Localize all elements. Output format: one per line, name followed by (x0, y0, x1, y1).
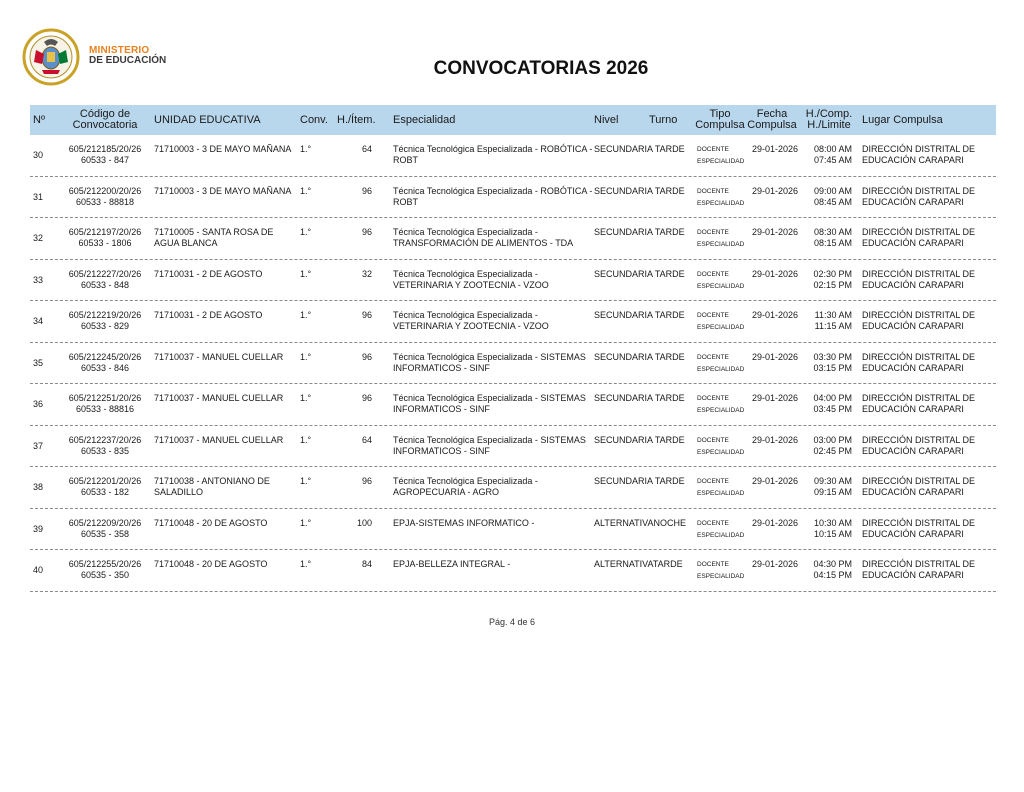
cell-lugar: DIRECCIÓN DISTRITAL DE EDUCACIÓN CARAPARI (862, 144, 976, 165)
cell-num: 40 (33, 565, 44, 575)
col-especialidad: Especialidad (393, 113, 456, 126)
cell-unit: 71710038 - ANTONIANO DE SALADILLO (154, 476, 270, 497)
cell-lugar: DIRECCIÓN DISTRITAL DE EDUCACIÓN CARAPARI (862, 476, 976, 497)
cell-nivel: SECUNDARIA TARDE (594, 268, 685, 279)
cell-lugar: DIRECCIÓN DISTRITAL DE EDUCACIÓN CARAPARI (862, 227, 976, 248)
cell-conv: 1.° (300, 227, 312, 237)
cell-esp: Técnica Tecnológica Especializada - AGROPECUARIA - AGRO (393, 476, 538, 497)
cell-num: 34 (33, 316, 44, 326)
cell-lugar: DIRECCIÓN DISTRITAL DE EDUCACIÓN CARAPARI (862, 185, 976, 207)
cell-num: 30 (33, 150, 44, 160)
cell-lugar: DIRECCIÓN DISTRITAL DE EDUCACIÓN CARAPARI (862, 517, 976, 539)
col-lugar: Lugar Compulsa (862, 113, 943, 126)
cell-conv: 1.° (300, 476, 312, 486)
cell-hcomp: 10:30 AM 10:15 AM (813, 517, 852, 539)
cell-nivel: SECUNDARIA TARDE (594, 310, 685, 320)
table-row (30, 384, 996, 426)
cell-fecha: 29-01-2026 (752, 517, 799, 528)
col-unit: UNIDAD EDUCATIVA (154, 113, 261, 126)
cell-fecha: 29-01-2026 (752, 393, 799, 403)
cell-lugar: DIRECCIÓN DISTRITAL DE EDUCACIÓN CARAPARI (862, 310, 976, 331)
cell-tipo: DOCENTE ESPECIALIDAD (697, 187, 745, 207)
table-row (30, 135, 996, 177)
table-row (30, 426, 996, 468)
page-number: Pág. 4 de 6 (488, 617, 536, 627)
cell-num: 35 (33, 357, 44, 368)
table-row (30, 343, 996, 385)
col-conv: Conv. (300, 113, 328, 126)
col-tipo: Tipo Compulsa (695, 108, 745, 131)
cell-conv: 1.° (300, 393, 312, 403)
cell-hcomp: 03:30 PM 03:15 PM (813, 351, 852, 373)
table-row (30, 260, 996, 302)
cell-hitem: 32 (361, 268, 372, 279)
cell-lugar: DIRECCIÓN DISTRITAL DE EDUCACIÓN CARAPARI (862, 434, 976, 456)
cell-fecha: 29-01-2026 (752, 351, 799, 362)
table-row (30, 550, 996, 592)
cell-tipo: DOCENTE ESPECIALIDAD (697, 353, 745, 373)
cell-hitem: 96 (361, 227, 372, 237)
cell-nivel: SECUNDARIA TARDE (594, 144, 685, 154)
cell-nivel: SECUNDARIA TARDE (594, 476, 685, 486)
cell-code: 605/212251/20/26 60533 - 88816 (68, 393, 142, 414)
cell-code: 605/212245/20/26 60533 - 846 (68, 351, 142, 373)
cell-unit: 71710037 - MANUEL CUELLAR (154, 434, 284, 445)
cell-num: 38 (33, 482, 44, 492)
table-row (30, 509, 996, 551)
cell-nivel: ALTERNATIVATARDE (594, 559, 683, 569)
cell-conv: 1.° (300, 559, 312, 569)
cell-lugar: DIRECCIÓN DISTRITAL DE EDUCACIÓN CARAPARI (862, 559, 976, 580)
col-fecha: Fecha Compulsa (747, 108, 797, 131)
cell-num: 39 (33, 523, 44, 534)
cell-conv: 1.° (300, 268, 312, 279)
cell-esp: Técnica Tecnológica Especializada - SISTEMAS INFORMATICOS - SINF (393, 393, 586, 414)
cell-conv: 1.° (300, 434, 312, 445)
cell-unit: 71710005 - SANTA ROSA DE AGUA BLANCA (154, 227, 274, 248)
cell-code: 605/212255/20/26 60535 - 350 (68, 559, 142, 580)
cell-num: 31 (33, 191, 44, 202)
cell-unit: 71710037 - MANUEL CUELLAR (154, 393, 284, 403)
cell-code: 605/212200/20/26 60533 - 88818 (68, 185, 142, 207)
cell-hcomp: 04:30 PM 04:15 PM (813, 559, 852, 580)
cell-code: 605/212209/20/26 60535 - 358 (68, 517, 142, 539)
cell-lugar: DIRECCIÓN DISTRITAL DE EDUCACIÓN CARAPARI (862, 268, 976, 290)
cell-esp: Técnica Tecnológica Especializada - VETERINARIA Y ZOOTECNIA - VZOO (393, 268, 549, 290)
table-row (30, 218, 996, 260)
cell-conv: 1.° (300, 144, 312, 154)
cell-code: 605/212197/20/26 60533 - 1806 (68, 227, 142, 248)
cell-tipo: DOCENTE ESPECIALIDAD (697, 229, 745, 248)
cell-conv: 1.° (300, 351, 312, 362)
cell-unit: 71710003 - 3 DE MAYO MAÑANA (154, 144, 292, 154)
cell-unit: 71710031 - 2 DE AGOSTO (154, 268, 263, 279)
cell-code: 605/212219/20/26 60533 - 829 (68, 310, 142, 331)
cell-fecha: 29-01-2026 (752, 144, 799, 154)
table-row (30, 177, 996, 219)
cell-code: 605/212201/20/26 60533 - 182 (68, 476, 142, 497)
table-header (30, 105, 996, 135)
cell-fecha: 29-01-2026 (752, 559, 799, 569)
cell-conv: 1.° (300, 310, 312, 320)
cell-nivel: SECUNDARIA TARDE (594, 393, 685, 403)
cell-unit: 71710003 - 3 DE MAYO MAÑANA (154, 185, 292, 196)
cell-hcomp: 08:00 AM 07:45 AM (813, 144, 852, 165)
cell-conv: 1.° (300, 517, 312, 528)
cell-esp: Técnica Tecnológica Especializada - TRANSFORMACIÓN DE ALIMENTOS - TDA (393, 227, 574, 248)
col-num: Nº (33, 113, 45, 126)
cell-nivel: SECUNDARIA TARDE (594, 351, 685, 362)
cell-hcomp: 03:00 PM 02:45 PM (813, 434, 852, 456)
cell-nivel: SECUNDARIA TARDE (594, 185, 685, 196)
ministry-line-1: MINISTERIO (89, 45, 150, 56)
cell-esp: Técnica Tecnológica Especializada - SISTEMAS INFORMATICOS - SINF (393, 434, 586, 456)
cell-hcomp: 04:00 PM 03:45 PM (813, 393, 852, 414)
cell-unit: 71710048 - 20 DE AGOSTO (154, 559, 268, 569)
cell-fecha: 29-01-2026 (752, 227, 799, 237)
cell-hitem: 96 (361, 393, 372, 403)
cell-lugar: DIRECCIÓN DISTRITAL DE EDUCACIÓN CARAPARI (862, 351, 976, 373)
cell-conv: 1.° (300, 185, 312, 196)
cell-hcomp: 08:30 AM 08:15 AM (813, 227, 852, 248)
col-nivel: Nivel (594, 113, 619, 126)
cell-code: 605/212185/20/26 60533 - 847 (68, 144, 142, 165)
cell-tipo: DOCENTE ESPECIALIDAD (697, 395, 745, 414)
cell-tipo: DOCENTE ESPECIALIDAD (697, 312, 745, 331)
cell-unit: 71710037 - MANUEL CUELLAR (154, 351, 284, 362)
cell-num: 37 (33, 440, 44, 451)
cell-nivel: SECUNDARIA TARDE (594, 434, 685, 445)
cell-hitem: 96 (361, 185, 372, 196)
cell-nivel: ALTERNATIVANOCHE (594, 517, 687, 528)
cell-hitem: 96 (361, 351, 372, 362)
cell-hcomp: 09:00 AM 08:45 AM (813, 185, 852, 207)
col-turno: Turno (649, 113, 678, 126)
cell-esp: Técnica Tecnológica Especializada - ROBÓTICA - ROBT (393, 185, 593, 207)
cell-esp: EPJA-BELLEZA INTEGRAL - (393, 559, 511, 569)
cell-hitem: 100 (356, 517, 372, 528)
cell-tipo: DOCENTE ESPECIALIDAD (697, 478, 745, 497)
cell-hcomp: 09:30 AM 09:15 AM (813, 476, 852, 497)
cell-fecha: 29-01-2026 (752, 268, 799, 279)
cell-hitem: 64 (361, 144, 372, 154)
col-hcomp: H./Comp. H./Limite (805, 108, 853, 131)
cell-tipo: DOCENTE ESPECIALIDAD (697, 146, 745, 165)
ministry-line-2: DE EDUCACIÓN (89, 55, 167, 66)
cell-hitem: 64 (361, 434, 372, 445)
cell-num: 36 (33, 399, 44, 409)
cell-hcomp: 11:30 AM 11:15 AM (814, 310, 852, 331)
cell-unit: 71710048 - 20 DE AGOSTO (154, 517, 268, 528)
cell-fecha: 29-01-2026 (752, 476, 799, 486)
table-row (30, 301, 996, 343)
cell-hitem: 96 (361, 476, 372, 486)
cell-nivel: SECUNDARIA TARDE (594, 227, 685, 237)
cell-fecha: 29-01-2026 (752, 310, 799, 320)
cell-esp: Técnica Tecnológica Especializada - SISTEMAS INFORMATICOS - SINF (393, 351, 586, 373)
cell-tipo: DOCENTE ESPECIALIDAD (697, 436, 745, 456)
cell-fecha: 29-01-2026 (752, 434, 799, 445)
table-row (30, 467, 996, 509)
cell-unit: 71710031 - 2 DE AGOSTO (154, 310, 263, 320)
cell-tipo: DOCENTE ESPECIALIDAD (697, 270, 745, 290)
page-title: CONVOCATORIAS 2026 (433, 58, 649, 79)
convocatorias-table (30, 105, 996, 592)
cell-lugar: DIRECCIÓN DISTRITAL DE EDUCACIÓN CARAPARI (862, 393, 976, 414)
cell-tipo: DOCENTE ESPECIALIDAD (697, 519, 745, 539)
cell-num: 33 (33, 274, 44, 285)
cell-hitem: 84 (361, 559, 372, 569)
cell-hitem: 96 (361, 310, 372, 320)
cell-code: 605/212237/20/26 60533 - 835 (68, 434, 142, 456)
cell-code: 605/212227/20/26 60533 - 848 (68, 268, 142, 290)
cell-esp: Técnica Tecnológica Especializada - VETERINARIA Y ZOOTECNIA - VZOO (393, 310, 549, 331)
cell-tipo: DOCENTE ESPECIALIDAD (697, 561, 745, 580)
cell-hcomp: 02:30 PM 02:15 PM (813, 268, 852, 290)
cell-fecha: 29-01-2026 (752, 185, 799, 196)
cell-num: 32 (33, 233, 44, 243)
cell-esp: EPJA-SISTEMAS INFORMATICO - (393, 517, 535, 528)
col-code: Código de Convocatoria (72, 108, 138, 131)
cell-esp: Técnica Tecnológica Especializada - ROBÓTICA - ROBT (393, 144, 593, 165)
col-hitem: H./Ítem. (337, 113, 376, 126)
table-body (30, 135, 996, 592)
